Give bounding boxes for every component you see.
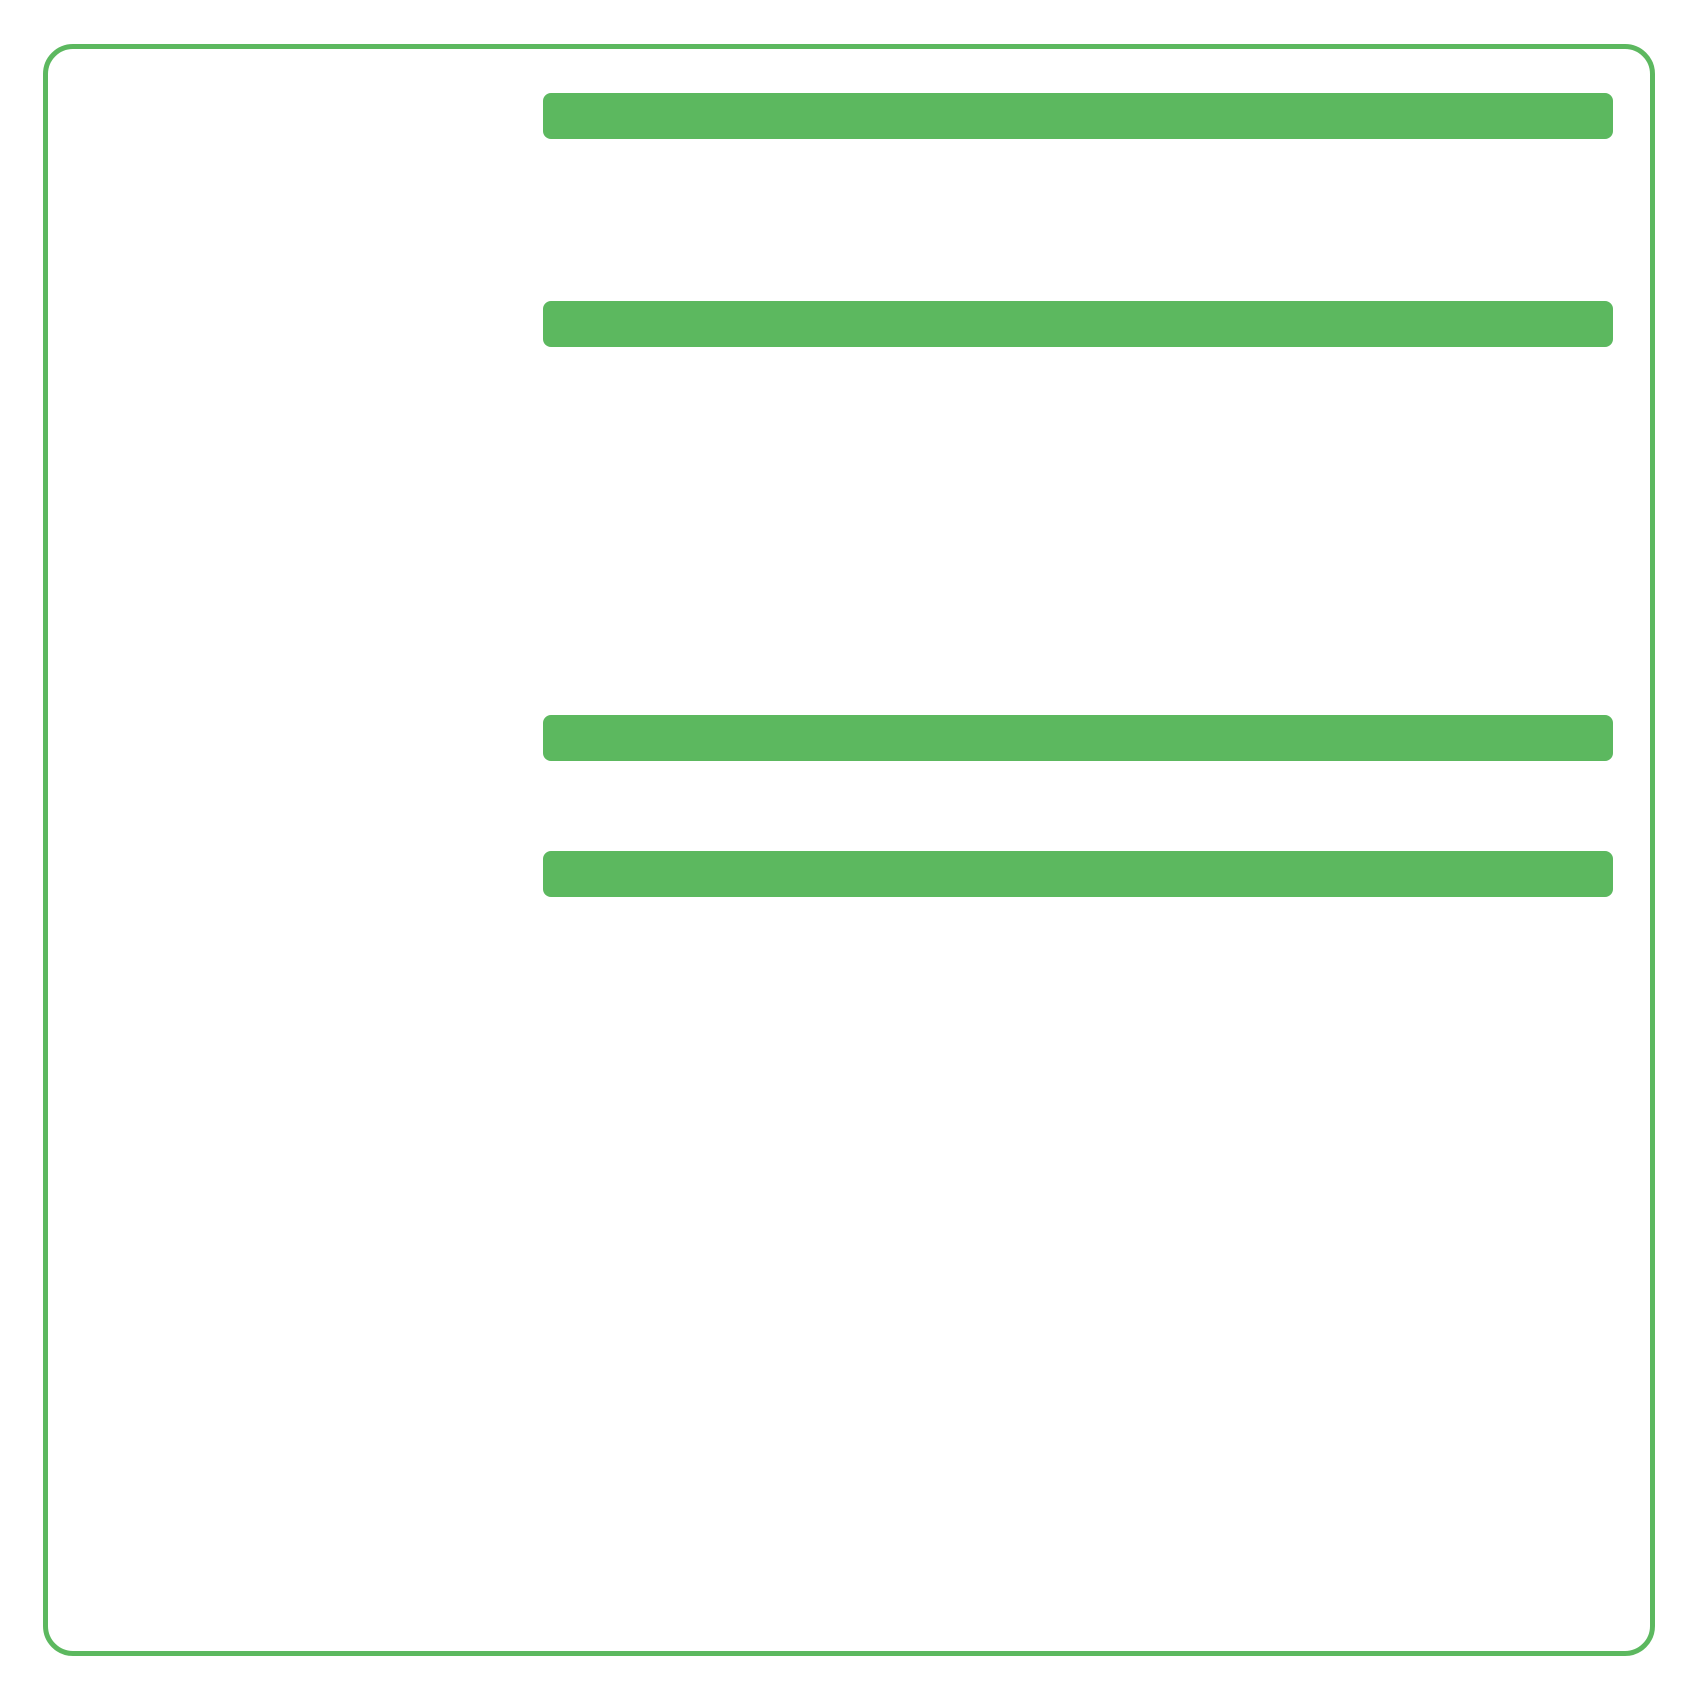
brh-news-line (551, 783, 565, 836)
brh-news-bar (543, 715, 1613, 761)
special-talk-byline (551, 230, 591, 281)
paper-craft-bar (543, 851, 1613, 897)
special-talk-bar (543, 93, 1613, 139)
perspective-byline (805, 657, 817, 708)
research-perspective-bar (543, 301, 1613, 347)
research1-byline (805, 419, 817, 470)
research2-byline (805, 538, 817, 589)
page-frame (43, 44, 1655, 1656)
